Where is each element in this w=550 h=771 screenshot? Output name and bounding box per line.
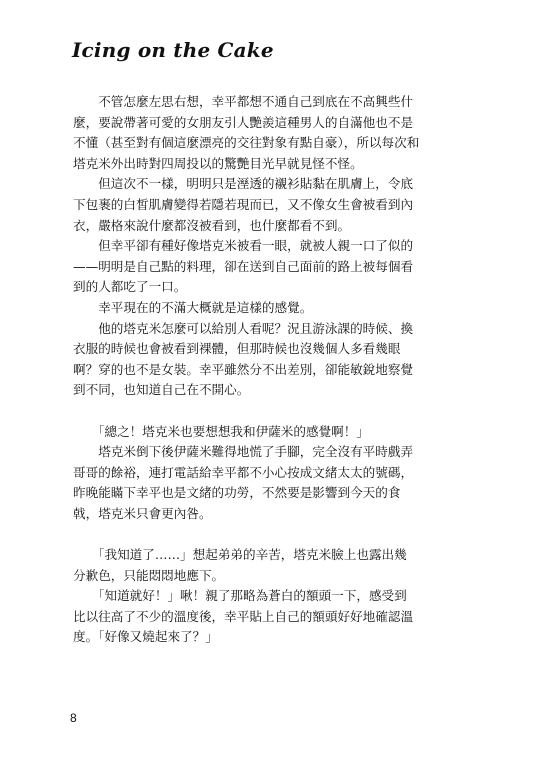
text-line: 分歉色，只能悶悶地應下。 <box>73 567 225 583</box>
text-line: 但這次不一樣，明明只是溼透的襯衫貼黏在肌膚上，令底 <box>73 176 414 192</box>
paragraph <box>73 174 465 236</box>
text-line: 下包裹的白皙肌膚變得若隱若現而已，又不像女生會被看到內 <box>73 196 414 212</box>
text-line: 到不同，也知道自己在不開心。 <box>73 382 250 398</box>
text-line: 塔克米外出時對四周投以的驚艷目光早就見怪不怪。 <box>73 155 363 171</box>
page-number: 8 <box>70 711 77 725</box>
text-line: 度。「好像又燒起來了？」 <box>73 629 218 645</box>
paragraph-gap <box>73 401 465 422</box>
text-line: 麼，要說帶著可愛的女朋友引人艷羨這種男人的自滿他也不是 <box>73 114 414 130</box>
paragraph <box>73 298 465 319</box>
text-line: 「總之！塔克米也要想想我和伊薩米的感覺啊！」 <box>73 423 369 439</box>
text-line: 戟，塔克米只會更內咎。 <box>73 505 212 521</box>
text-line: 到的人都吃了一口。 <box>73 279 187 295</box>
text-line: 啊？穿的也不是女裝。幸平雖然分不出差別，卻能敏銳地察覺 <box>73 361 414 377</box>
text-line: 不懂（甚至對有個這麼漂亮的交往對象有點自豪），所以每次和 <box>73 135 420 151</box>
text-line: 衣服的時候也會被看到裸體，但那時候也沒幾個人多看幾眼 <box>73 341 401 357</box>
text-line: 哥哥的餘裕，連打電話給幸平都不小心按成文緒太太的號碼， <box>73 464 414 480</box>
paragraph <box>73 236 465 298</box>
text-line: 「知道就好！」啾！親了那略為蒼白的額頭一下，感受到 <box>73 588 407 604</box>
paragraph <box>73 442 465 524</box>
text-line: 「我知道了……」想起弟弟的辛苦，塔克米臉上也露出幾 <box>73 547 407 563</box>
paragraph <box>73 545 465 586</box>
text-line: ——明明是自己點的料理，卻在送到自己面前的路上被每個看 <box>73 258 414 274</box>
text-line: 幸平現在的不滿大概就是這樣的感覺。 <box>73 299 313 315</box>
paragraph-gap <box>73 524 465 545</box>
paragraph <box>73 92 465 174</box>
paragraph <box>73 586 465 648</box>
body-text <box>73 92 465 648</box>
text-line: 比以往高了不少的溫度後，幸平貼上自己的額頭好好地確認溫 <box>73 608 414 624</box>
text-line: 昨晚能瞞下幸平也是文緒的功勞，不然要是影響到今天的食 <box>73 485 401 501</box>
text-line: 塔克米倒下後伊薩米難得地慌了手腳，完全沒有平時戲弄 <box>73 444 414 460</box>
paragraph <box>73 319 465 401</box>
text-line: 但幸平卻有種好像塔克米被看一眼，就被人親一口了似的 <box>73 238 414 254</box>
page-title: Icing on the Cake <box>72 38 274 62</box>
paragraph <box>73 422 465 443</box>
text-line: 不管怎麼左思右想，幸平都想不通自己到底在不高興些什 <box>73 94 414 109</box>
text-line: 他的塔克米怎麼可以給別人看呢？況且游泳課的時候、換 <box>73 320 414 336</box>
text-line: 衣，嚴格來說什麼都沒被看到，也什麼都看不到。 <box>73 217 351 233</box>
